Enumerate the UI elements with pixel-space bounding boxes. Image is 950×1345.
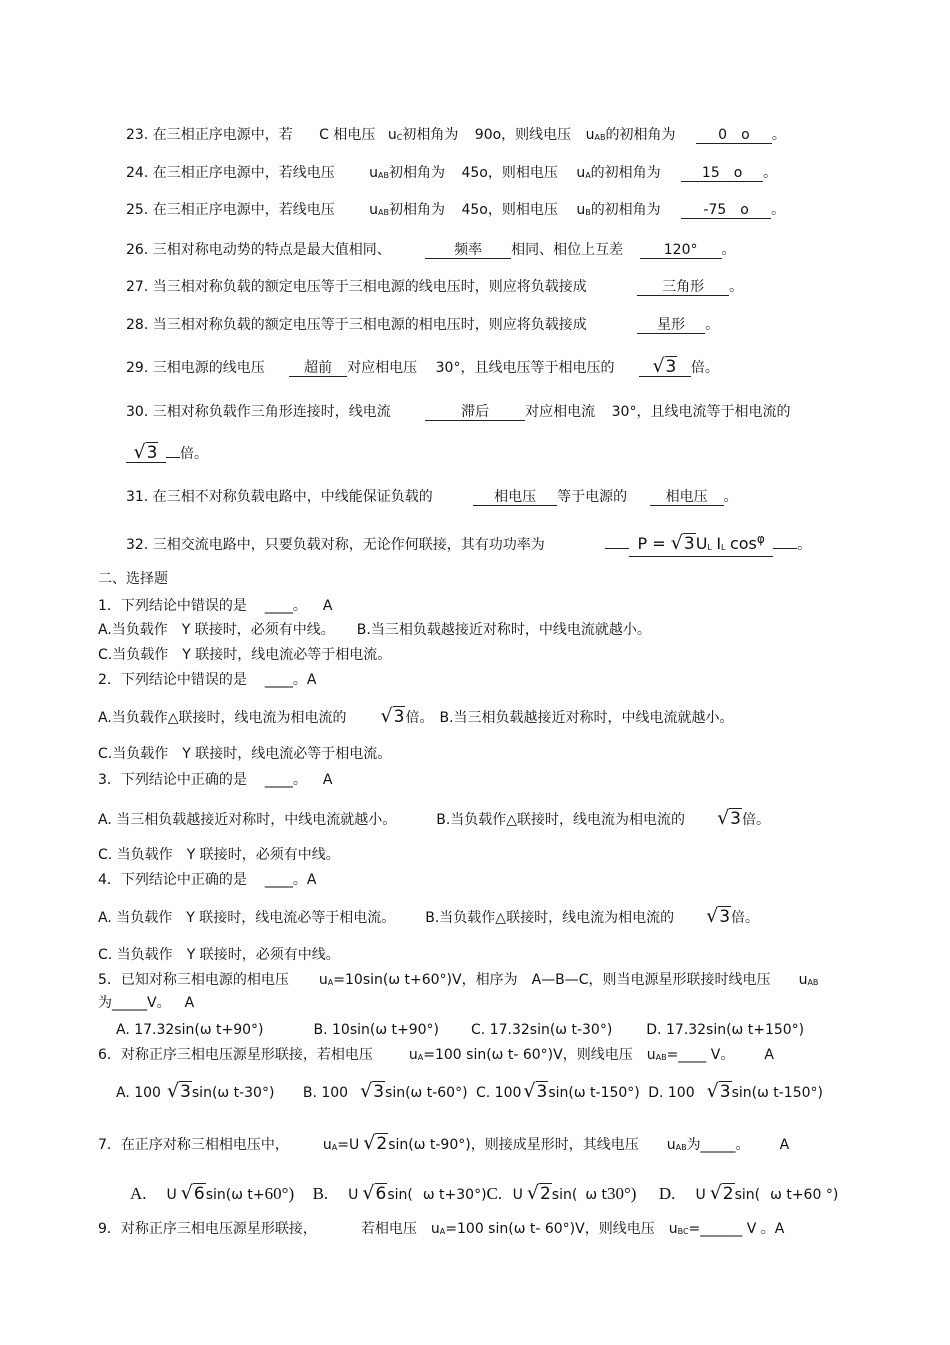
radicand: 3 bbox=[683, 534, 695, 554]
answer-blank: 星形 bbox=[637, 317, 705, 334]
question-stem: 5．已知对称三相电源的相电压 bbox=[98, 972, 289, 988]
question-30 bbox=[126, 403, 790, 421]
question-text: 初相角为 bbox=[389, 202, 446, 218]
answer: A bbox=[184, 995, 195, 1011]
subscript: L bbox=[721, 543, 726, 552]
question-text: 等于电源的 bbox=[557, 489, 628, 505]
question-text: 当三相对称负载的额定电压等于三相电源的相电压时，则应将负载接成 bbox=[152, 317, 587, 333]
option-a-text: Y 联接时，线电流必等于相电流。 bbox=[186, 910, 396, 926]
variable: u bbox=[430, 1221, 440, 1237]
choice-question-9 bbox=[98, 1220, 784, 1241]
variable: u bbox=[585, 127, 595, 143]
radicand: 3 bbox=[536, 1082, 548, 1102]
option-d: D. bbox=[658, 1184, 676, 1203]
option-b-text: 倍。 bbox=[731, 910, 760, 926]
subscript: BC bbox=[677, 1227, 689, 1236]
question-text: 对应相电流 bbox=[525, 404, 596, 420]
question-text: 45o，则相电压 bbox=[461, 202, 558, 218]
variable: u bbox=[408, 1047, 418, 1063]
option-c-text: sin(ω t-150°) bbox=[548, 1085, 640, 1101]
question-number: 28. bbox=[126, 317, 149, 333]
question-text: 的初相角为 bbox=[590, 165, 661, 181]
question-text: =____ V。 bbox=[666, 1047, 735, 1063]
option-b: B.当负载作△联接时，线电流为相电流的 bbox=[436, 812, 686, 828]
answer-blank-lead bbox=[605, 548, 629, 549]
power-formula bbox=[629, 531, 773, 557]
question-30-continued bbox=[126, 441, 208, 463]
answer-blank-tail bbox=[773, 548, 797, 549]
question-text: 初相角为 bbox=[402, 127, 459, 143]
answer-blank: 超前 bbox=[289, 360, 347, 377]
variable: u bbox=[646, 1047, 656, 1063]
radicand: 6 bbox=[375, 1184, 387, 1204]
question-number: 30. bbox=[126, 404, 149, 420]
option-b-text: U bbox=[348, 1187, 359, 1203]
question-text: 三相对称电动势的特点是最大值相同、 bbox=[152, 242, 391, 258]
variable: u bbox=[576, 202, 586, 218]
question-text: 在三相正序电源中，若 bbox=[152, 127, 293, 143]
subscript: A bbox=[585, 171, 591, 180]
subscript: A bbox=[327, 978, 334, 987]
question-text: 在三相不对称负载电路中，中线能保证负载的 bbox=[152, 489, 433, 505]
option-c: C.当负载作 bbox=[98, 746, 169, 762]
equation: =100 sin(ω t- 60°)V，则线电压 bbox=[445, 1221, 655, 1237]
answer: A bbox=[322, 598, 333, 614]
question-number: 26. bbox=[126, 242, 149, 258]
question-27 bbox=[126, 278, 743, 296]
choice-question-4 bbox=[98, 871, 317, 889]
question-stem: 1．下列结论中错误的是 bbox=[98, 598, 247, 614]
option-a: A.当负载作 bbox=[98, 622, 168, 638]
equation: =U bbox=[337, 1137, 360, 1153]
option-c-text: Y 联接时，线电流必等于相电流。 bbox=[182, 746, 392, 762]
subscript: C bbox=[396, 133, 403, 142]
question-text: 的初相角为 bbox=[590, 202, 661, 218]
punctuation: 。 bbox=[705, 317, 720, 333]
choice-question-5 bbox=[98, 971, 818, 992]
subscript: L bbox=[707, 543, 712, 552]
question-29 bbox=[126, 355, 719, 377]
punctuation: 。 bbox=[729, 279, 744, 295]
option-d-text: ω t+60 °) bbox=[770, 1187, 839, 1203]
option-d: D. 17.32sin(ω t+150°) bbox=[646, 1022, 805, 1038]
option-a: A. 17.32sin(ω t+90°) bbox=[116, 1022, 264, 1038]
question-number: 23. bbox=[126, 127, 149, 143]
sqrt-symbol: √ bbox=[717, 807, 730, 829]
punctuation: 。 bbox=[797, 537, 812, 553]
question-text: 30°，且线电压等于相电压的 bbox=[435, 360, 615, 376]
radicand: 2 bbox=[722, 1184, 734, 1204]
question-text: =______ V 。A bbox=[688, 1221, 785, 1237]
choice-options-row bbox=[98, 745, 391, 763]
option-b: B.当负载作△联接时，线电流为相电流的 bbox=[425, 910, 675, 926]
answer-blank: 120° bbox=[640, 242, 722, 259]
question-text: 三相对称负载作三角形连接时，线电流 bbox=[152, 404, 391, 420]
variable: u bbox=[387, 127, 397, 143]
question-number: 27. bbox=[126, 279, 149, 295]
choice-question-5-continued bbox=[98, 994, 194, 1012]
choice-options-row bbox=[130, 1184, 838, 1204]
radicand: 3 bbox=[373, 1082, 385, 1102]
punctuation: 倍。 bbox=[690, 360, 719, 376]
question-number: 25. bbox=[126, 202, 149, 218]
option-a-text: sin(ω t-30°) bbox=[191, 1085, 275, 1101]
option-c-text: ω t bbox=[585, 1187, 607, 1203]
sqrt-symbol: √ bbox=[652, 355, 665, 377]
option-a-text: Y 联接时，必须有中线。 bbox=[181, 622, 335, 638]
choice-options-row bbox=[98, 846, 340, 864]
option-d-text: U bbox=[695, 1187, 706, 1203]
punctuation: 。 bbox=[771, 202, 786, 218]
option-a-text: sin(ω t+ bbox=[205, 1187, 265, 1203]
section-heading: 二、选择题 bbox=[98, 571, 168, 587]
section-title bbox=[98, 570, 168, 588]
punctuation: 倍。 bbox=[180, 446, 208, 462]
option-a: A. 当三相负载越接近对称时，中线电流就越小。 bbox=[98, 812, 397, 828]
answer-blank: 相电压 bbox=[650, 489, 724, 506]
radicand: 3 bbox=[665, 357, 677, 377]
question-24 bbox=[126, 164, 777, 185]
choice-options-row bbox=[98, 621, 651, 639]
option-c-text: U bbox=[512, 1187, 523, 1203]
option-a: A.当负载作△联接时，线电流为相电流的 bbox=[98, 710, 347, 726]
option-b: B. 100 bbox=[302, 1085, 349, 1101]
formula-part: I bbox=[716, 534, 722, 553]
answer-blank: 滞后 bbox=[425, 404, 525, 421]
phi-symbol: φ bbox=[756, 532, 765, 546]
subscript: AB bbox=[378, 171, 390, 180]
variable: u bbox=[318, 972, 328, 988]
choice-question-6 bbox=[98, 1046, 774, 1067]
question-text: 对应相电压 bbox=[347, 360, 418, 376]
sqrt-symbol: √ bbox=[360, 1080, 373, 1102]
question-text: 若相电压 bbox=[360, 1221, 417, 1237]
question-text: 三相电源的线电压 bbox=[152, 360, 265, 376]
formula-part: U bbox=[695, 534, 708, 553]
answer-blank: 三角形 bbox=[637, 279, 729, 296]
question-text: 初相角为 bbox=[389, 165, 446, 181]
answer: A bbox=[764, 1047, 774, 1063]
subscript: B bbox=[585, 208, 591, 217]
question-31 bbox=[126, 488, 738, 506]
sqrt-symbol: √ bbox=[709, 1182, 722, 1204]
choice-question-2 bbox=[98, 671, 317, 689]
question-stem: 2．下列结论中错误的是 bbox=[98, 672, 247, 688]
option-a-text: 倍。 bbox=[405, 710, 434, 726]
option-c: C.当负载作 bbox=[98, 647, 169, 663]
radicand: 6 bbox=[193, 1184, 205, 1204]
choice-question-1 bbox=[98, 597, 333, 615]
question-number: 24. bbox=[126, 165, 149, 181]
question-text: C 相电压 bbox=[319, 127, 376, 143]
answer-blank: -75 o bbox=[681, 202, 771, 219]
choice-options-row bbox=[98, 707, 734, 727]
question-text: 三相交流电路中，只要负载对称，无论作何联接，其有功功率为 bbox=[152, 537, 545, 553]
variable: u bbox=[369, 202, 379, 218]
option-c: C. 100 bbox=[476, 1085, 522, 1101]
answer: A bbox=[322, 772, 333, 788]
option-c-text: sin( bbox=[551, 1187, 578, 1203]
subscript: A bbox=[331, 1143, 338, 1152]
option-c: C. 当负载作 bbox=[98, 947, 173, 963]
choice-options-row bbox=[116, 1021, 804, 1039]
choice-question-3 bbox=[98, 771, 333, 789]
radicand: 3 bbox=[393, 707, 405, 727]
question-stem: 9．对称正序三相电压源星形联接， bbox=[98, 1221, 317, 1237]
option-a: A. 100 bbox=[116, 1085, 161, 1101]
choice-options-row bbox=[98, 946, 340, 964]
sqrt-symbol: √ bbox=[526, 1182, 539, 1204]
variable: u bbox=[369, 165, 379, 181]
radicand: 3 bbox=[719, 907, 731, 927]
option-a-text: U bbox=[166, 1187, 177, 1203]
radicand: 2 bbox=[539, 1184, 551, 1204]
punctuation: 。 bbox=[292, 772, 307, 788]
subscript: A bbox=[439, 1227, 446, 1236]
option-c: C. 当负载作 bbox=[98, 847, 173, 863]
sqrt-symbol: √ bbox=[706, 1080, 719, 1102]
radicand: 3 bbox=[719, 1082, 731, 1102]
subscript: AB bbox=[675, 1143, 687, 1152]
subscript: AB bbox=[655, 1053, 667, 1062]
sqrt-symbol: √ bbox=[380, 705, 393, 727]
question-text: 在三相正序电源中，若线电压 bbox=[152, 202, 335, 218]
question-text: 的初相角为 bbox=[605, 127, 676, 143]
radicand: 3 bbox=[180, 1082, 191, 1102]
variable: u bbox=[666, 1137, 676, 1153]
equation: sin(ω t-90°)，则接成星形时，其线电压 bbox=[388, 1137, 639, 1153]
sqrt-symbol: √ bbox=[706, 905, 719, 927]
sqrt-symbol: √ bbox=[133, 441, 146, 463]
option-c-text: 30°) bbox=[606, 1184, 637, 1203]
question-text: 在三相正序电源中，若线电压 bbox=[152, 165, 335, 181]
choice-options-row bbox=[98, 907, 759, 927]
question-text: 90o，则线电压 bbox=[474, 127, 572, 143]
option-c-text: Y 联接时，必须有中线。 bbox=[186, 947, 340, 963]
option-d-text: sin( bbox=[734, 1187, 761, 1203]
option-a-text: 60°) bbox=[264, 1184, 295, 1203]
question-text: 为_____V。 bbox=[98, 995, 171, 1011]
choice-options-row bbox=[116, 1082, 823, 1102]
question-text: 当三相对称负载的额定电压等于三相电源的线电压时，则应将负载接成 bbox=[152, 279, 587, 295]
blank: ____ bbox=[264, 872, 293, 888]
question-number: 32. bbox=[126, 537, 149, 553]
question-text: 相同、相位上互差 bbox=[511, 242, 624, 258]
sqrt-symbol: √ bbox=[180, 1182, 193, 1204]
option-b: B.当三相负载越接近对称时，中线电流就越小。 bbox=[356, 622, 651, 638]
question-stem: 3．下列结论中正确的是 bbox=[98, 772, 247, 788]
answer-blank bbox=[639, 355, 691, 377]
subscript: AB bbox=[594, 133, 606, 142]
blank: ____ bbox=[264, 672, 293, 688]
answer-blank bbox=[126, 441, 166, 463]
punctuation: 。A bbox=[292, 672, 317, 688]
choice-options-row bbox=[98, 646, 391, 664]
equation: =100 sin(ω t- 60°)V，则线电压 bbox=[423, 1047, 633, 1063]
radicand: 3 bbox=[730, 809, 741, 829]
question-stem: 7．在正序对称三相相电压中， bbox=[98, 1137, 289, 1153]
sqrt-symbol: √ bbox=[523, 1080, 536, 1102]
answer-blank-tail bbox=[166, 457, 180, 458]
subscript: A bbox=[417, 1053, 424, 1062]
variable: u bbox=[322, 1137, 332, 1153]
option-c: C. bbox=[486, 1184, 503, 1203]
answer-blank: 15 o bbox=[681, 165, 763, 182]
answer-blank: 0 o bbox=[696, 127, 772, 144]
sqrt-symbol: √ bbox=[363, 1132, 376, 1154]
question-text: 30°，且线电流等于相电流的 bbox=[611, 404, 791, 420]
blank: ____ bbox=[264, 772, 293, 788]
subscript: AB bbox=[378, 208, 390, 217]
punctuation: 。 bbox=[771, 127, 786, 143]
option-b-text: ω t+30°) bbox=[422, 1187, 487, 1203]
question-25 bbox=[126, 201, 785, 222]
variable: u bbox=[668, 1221, 678, 1237]
punctuation: 。 bbox=[292, 598, 307, 614]
radicand: 2 bbox=[376, 1134, 388, 1154]
question-26 bbox=[126, 241, 736, 259]
question-23 bbox=[126, 126, 786, 147]
option-a: A. 当负载作 bbox=[98, 910, 173, 926]
variable: u bbox=[798, 972, 808, 988]
question-number: 29. bbox=[126, 360, 149, 376]
formula-part: cos bbox=[729, 534, 757, 553]
punctuation: 。A bbox=[292, 872, 317, 888]
choice-question-7 bbox=[98, 1134, 789, 1157]
blank: ____ bbox=[264, 598, 293, 614]
option-d-text: sin(ω t-150°) bbox=[731, 1085, 823, 1101]
option-b: B.当三相负载越接近对称时，中线电流就越小。 bbox=[439, 710, 734, 726]
sqrt-symbol: √ bbox=[362, 1182, 375, 1204]
radicand: 3 bbox=[146, 443, 158, 463]
formula-part: P = bbox=[637, 534, 671, 553]
option-b: B. 10sin(ω t+90°) bbox=[313, 1022, 440, 1038]
sqrt-symbol: √ bbox=[670, 532, 683, 554]
question-stem: 4．下列结论中正确的是 bbox=[98, 872, 247, 888]
choice-options-row bbox=[98, 809, 770, 829]
answer-blank: 相电压 bbox=[473, 489, 557, 506]
answer: A bbox=[779, 1137, 790, 1153]
question-number: 31. bbox=[126, 489, 149, 505]
question-stem: 6．对称正序三相电压源星形联接，若相电压 bbox=[98, 1047, 373, 1063]
option-d: D. 100 bbox=[648, 1085, 695, 1101]
sqrt-symbol: √ bbox=[166, 1080, 180, 1102]
variable: u bbox=[576, 165, 586, 181]
answer-blank: 频率 bbox=[425, 242, 511, 259]
option-a: A. bbox=[130, 1184, 147, 1203]
question-text: 为_____。 bbox=[686, 1137, 750, 1153]
question-text: 45o，则相电压 bbox=[461, 165, 558, 181]
option-c-text: Y 联接时，线电流必等于相电流。 bbox=[182, 647, 392, 663]
option-b-text: 倍。 bbox=[742, 812, 770, 828]
equation: =10sin(ω t+60°)V，相序为 bbox=[333, 972, 518, 988]
question-28 bbox=[126, 316, 719, 334]
option-c-text: Y 联接时，必须有中线。 bbox=[186, 847, 340, 863]
punctuation: 。 bbox=[723, 489, 738, 505]
question-text: A—B—C，则当电源星形联接时线电压 bbox=[531, 972, 771, 988]
option-b-text: sin(ω t-60°) bbox=[385, 1085, 468, 1101]
punctuation: 。 bbox=[721, 242, 736, 258]
option-b: B. bbox=[312, 1184, 329, 1203]
subscript: AB bbox=[807, 978, 819, 987]
punctuation: 。 bbox=[763, 165, 778, 181]
question-32 bbox=[126, 531, 811, 557]
option-c: C. 17.32sin(ω t-30°) bbox=[471, 1022, 613, 1038]
option-b-text: sin( bbox=[387, 1187, 413, 1203]
